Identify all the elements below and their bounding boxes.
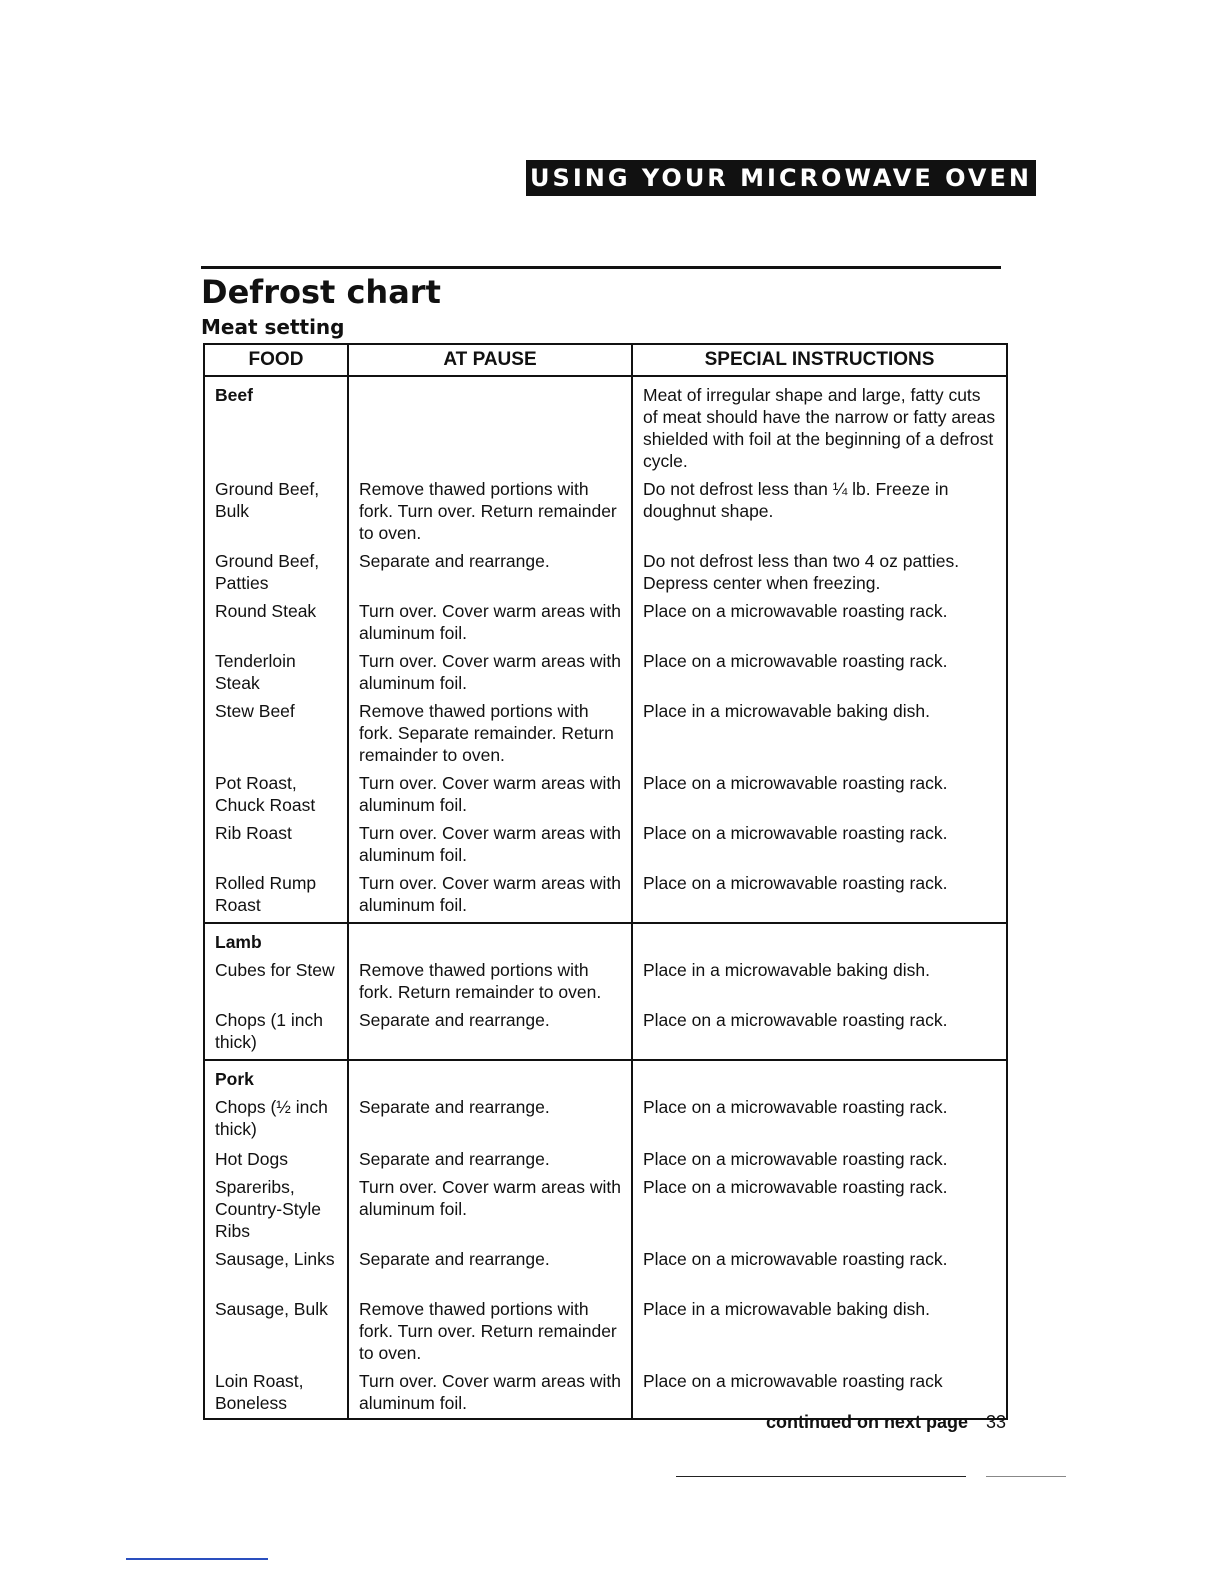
special-cell: Do not defrost less than two 4 oz patties. Depress center when freezing. [632,544,1007,594]
special-cell: Place on a microwavable roasting rack. [632,594,1007,644]
table-row [204,544,1007,594]
section-subtitle: Meat setting [201,315,345,339]
table-row [204,953,1007,1003]
food-cell: Rib Roast [204,816,348,866]
pause-cell: Turn over. Cover warm areas with aluminum foil. [348,644,632,694]
food-cell: Tenderloin Steak [204,644,348,694]
pause-cell: Turn over. Cover warm areas with aluminum foil. [348,866,632,923]
pause-cell: Separate and rearrange. [348,1142,632,1170]
header-at-pause: AT PAUSE [348,344,632,376]
table-group-pork [204,1060,1007,1419]
pause-cell: Turn over. Cover warm areas with aluminum foil. [348,594,632,644]
food-cell: Chops (½ inch thick) [204,1090,348,1142]
category-label: Pork [204,1060,348,1090]
special-cell: Place on a microwavable roasting rack. [632,1003,1007,1060]
pause-cell: Turn over. Cover warm areas with aluminum foil. [348,766,632,816]
pause-cell: Remove thawed portions with fork. Turn over. Return remainder to oven. [348,1292,632,1364]
food-cell: Rolled Rump Roast [204,866,348,923]
pause-cell: Turn over. Cover warm areas with aluminum foil. [348,1170,632,1242]
table-header-row [204,344,1007,376]
food-cell: Cubes for Stew [204,953,348,1003]
pause-cell: Turn over. Cover warm areas with aluminum foil. [348,1364,632,1419]
food-cell: Stew Beef [204,694,348,766]
category-note: Meat of irregular shape and large, fatty cuts of meat should have the narrow or fatty areas shielded with foil at the beginning of a defrost cycle. [632,376,1007,472]
table-row [204,766,1007,816]
food-cell: Pot Roast, Chuck Roast [204,766,348,816]
table-row [204,644,1007,694]
table-group-beef [204,376,1007,923]
food-cell: Round Steak [204,594,348,644]
food-cell: Sausage, Bulk [204,1292,348,1364]
category-row [204,1060,1007,1090]
page-footer [700,1410,1006,1434]
special-cell: Place on a microwavable roasting rack. [632,866,1007,923]
category-label: Lamb [204,923,348,953]
table-row [204,1003,1007,1060]
special-cell: Place on a microwavable roasting rack [632,1364,1007,1419]
category-row [204,376,1007,472]
special-cell: Place in a microwavable baking dish. [632,1292,1007,1364]
pause-cell: Turn over. Cover warm areas with aluminum foil. [348,816,632,866]
header-special-instructions: SPECIAL INSTRUCTIONS [632,344,1007,376]
food-cell: Sausage, Links [204,1242,348,1292]
pause-cell: Separate and rearrange. [348,1242,632,1292]
pause-cell: Remove thawed portions with fork. Turn over. Return remainder to oven. [348,472,632,544]
special-cell: Place on a microwavable roasting rack. [632,766,1007,816]
table-row [204,694,1007,766]
special-cell: Place on a microwavable roasting rack. [632,1090,1007,1142]
header-food: FOOD [204,344,348,376]
special-cell: Place on a microwavable roasting rack. [632,1142,1007,1170]
pause-cell: Remove thawed portions with fork. Return remainder to oven. [348,953,632,1003]
table-row [204,866,1007,923]
pause-cell: Separate and rearrange. [348,1003,632,1060]
table-row [204,472,1007,544]
special-cell: Place on a microwavable roasting rack. [632,816,1007,866]
pause-cell: Separate and rearrange. [348,1090,632,1142]
title-rule [201,266,1001,269]
table-row [204,1292,1007,1364]
category-label: Beef [204,376,348,472]
page-number: 33 [985,1412,1006,1432]
section-banner: USING YOUR MICROWAVE OVEN [526,160,1036,196]
special-cell: Place in a microwavable baking dish. [632,953,1007,1003]
food-cell: Ground Beef, Bulk [204,472,348,544]
food-cell: Spareribs, Country-Style Ribs [204,1170,348,1242]
table-group-lamb [204,923,1007,1060]
table-row [204,816,1007,866]
special-cell: Do not defrost less than ¼ lb. Freeze in doughnut shape. [632,472,1007,544]
defrost-chart-table [203,343,1008,1420]
food-cell: Chops (1 inch thick) [204,1003,348,1060]
food-cell: Hot Dogs [204,1142,348,1170]
special-cell: Place on a microwavable roasting rack. [632,644,1007,694]
pause-cell: Remove thawed portions with fork. Separate remainder. Return remainder to oven. [348,694,632,766]
special-cell: Place on a microwavable roasting rack. [632,1242,1007,1292]
continued-note: continued on next page [765,1412,968,1432]
scan-edge-mark [126,1558,268,1560]
footer-rule-faint [986,1476,1066,1477]
pause-cell: Separate and rearrange. [348,544,632,594]
table-row [204,594,1007,644]
food-cell: Ground Beef, Patties [204,544,348,594]
page-title: Defrost chart [201,273,441,311]
table-row [204,1142,1007,1170]
footer-rule [676,1476,966,1477]
food-cell: Loin Roast, Boneless [204,1364,348,1419]
table-row [204,1242,1007,1292]
table-row [204,1090,1007,1142]
special-cell: Place on a microwavable roasting rack. [632,1170,1007,1242]
special-cell: Place in a microwavable baking dish. [632,694,1007,766]
table-row [204,1170,1007,1242]
category-row [204,923,1007,953]
